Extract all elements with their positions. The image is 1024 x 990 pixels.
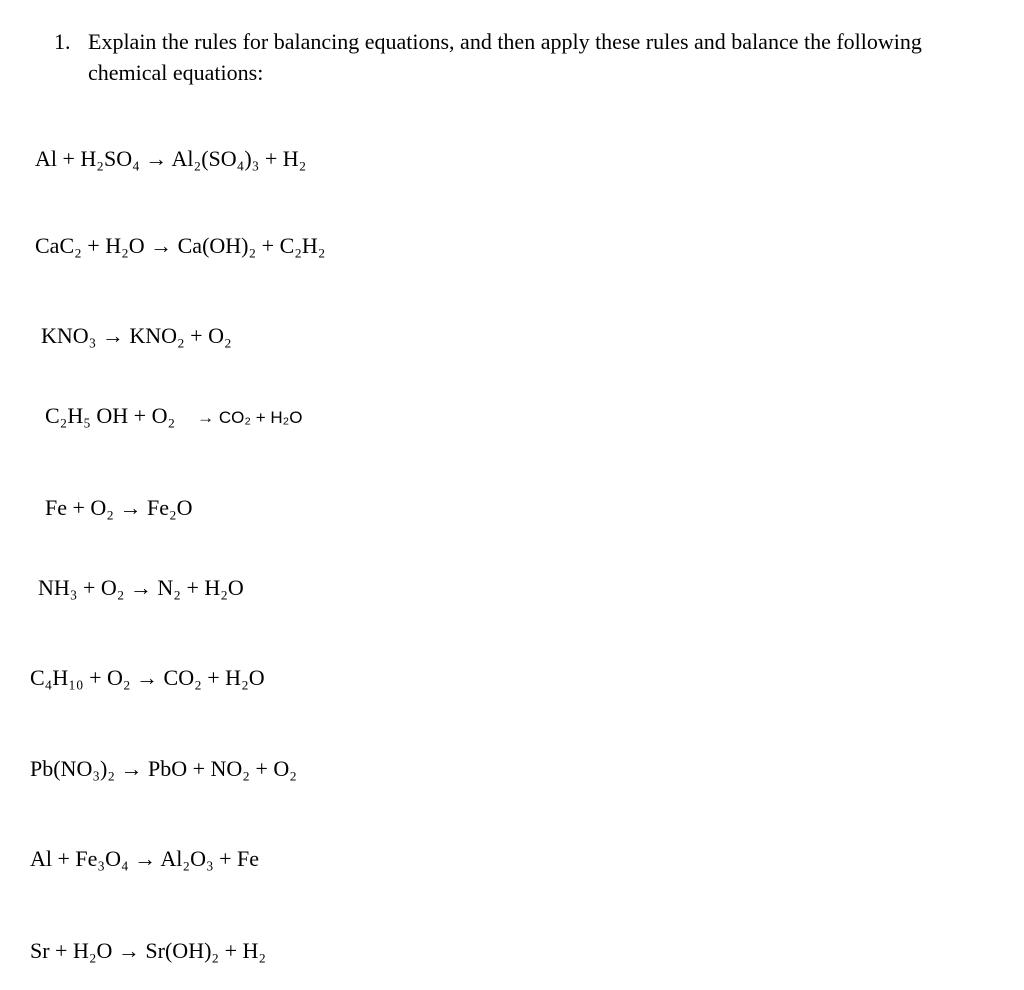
equation-4-products: → CO₂ + H₂O xyxy=(197,408,303,427)
equation-8: Pb(NO₃)₂ → PbO + NO₂ + O₂ xyxy=(30,756,297,781)
equation-4-reactants: C₂H₅ OH + O₂ xyxy=(45,403,176,428)
equation-1: Al + H₂SO₄ → Al₂(SO₄)₃ + H₂ xyxy=(35,146,307,171)
equation-6: NH₃ + O₂ → N₂ + H₂O xyxy=(38,575,244,600)
equation-10: Sr + H₂O → Sr(OH)₂ + H₂ xyxy=(30,938,267,963)
equation-2: CaC₂ + H₂O → Ca(OH)₂ + C₂H₂ xyxy=(35,233,326,258)
equation-9: Al + Fe₃O₄ → Al₂O₃ + Fe xyxy=(30,846,260,871)
equation-3: KNO₃ → KNO₂ + O₂ xyxy=(41,323,232,348)
question-number: 1. xyxy=(54,29,71,54)
equation-7: C₄H₁₀ + O₂ → CO₂ + H₂O xyxy=(30,665,265,690)
equation-5: Fe + O₂ → Fe₂O xyxy=(45,495,193,520)
question-text: Explain the rules for balancing equations, and then apply these rules and balance the following chemical equations: xyxy=(88,29,922,85)
equation-4 xyxy=(45,402,302,432)
